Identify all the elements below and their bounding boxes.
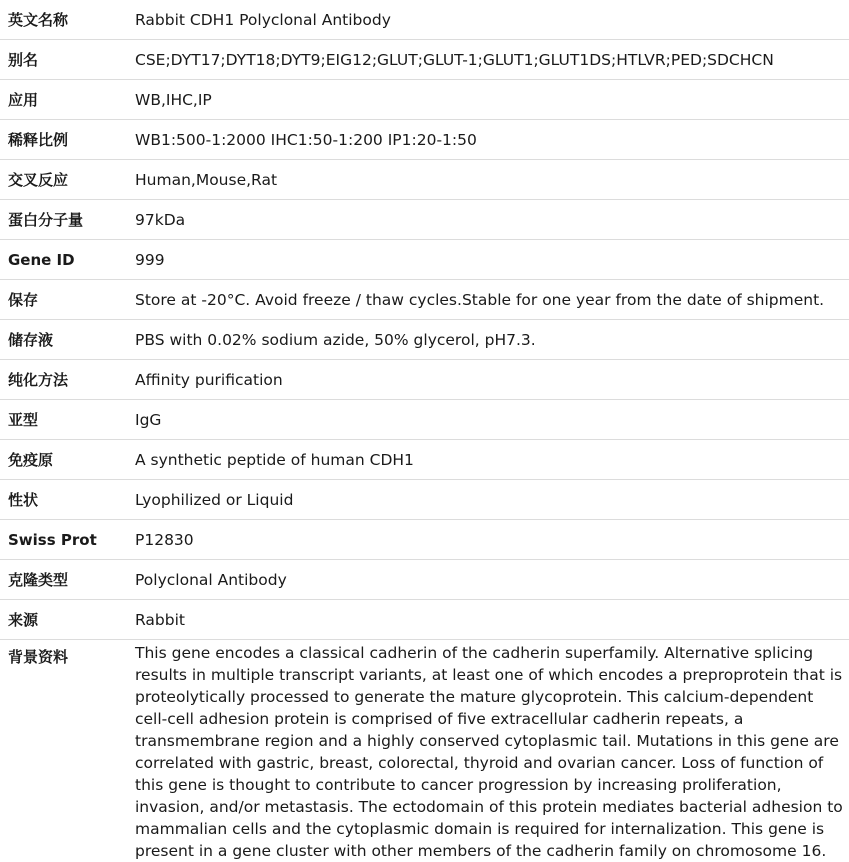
row-value: Rabbit CDH1 Polyclonal Antibody	[127, 0, 849, 40]
row-value: WB,IHC,IP	[127, 80, 849, 120]
row-label: 交叉反应	[0, 160, 127, 200]
row-swiss-prot	[0, 520, 849, 560]
row-label: Gene ID	[0, 240, 127, 280]
row-label: 英文名称	[0, 0, 127, 40]
row-storage-buffer	[0, 320, 849, 360]
row-value: 999	[127, 240, 849, 280]
row-label: 克隆类型	[0, 560, 127, 600]
row-value: Human,Mouse,Rat	[127, 160, 849, 200]
row-label: 蛋白分子量	[0, 200, 127, 240]
row-clonality	[0, 560, 849, 600]
row-value: CSE;DYT17;DYT18;DYT9;EIG12;GLUT;GLUT-1;GLUT1;GLUT1DS;HTLVR;PED;SDCHCN	[127, 40, 849, 80]
row-alias	[0, 40, 849, 80]
row-label: 稀释比例	[0, 120, 127, 160]
row-label: 来源	[0, 600, 127, 640]
row-application	[0, 80, 849, 120]
row-value: PBS with 0.02% sodium azide, 50% glycerol, pH7.3.	[127, 320, 849, 360]
row-value: 97kDa	[127, 200, 849, 240]
row-dilution	[0, 120, 849, 160]
row-label: 亚型	[0, 400, 127, 440]
row-value: Affinity purification	[127, 360, 849, 400]
row-label: 储存液	[0, 320, 127, 360]
row-label: 别名	[0, 40, 127, 80]
row-label: 背景资料	[0, 640, 127, 862]
row-value: WB1:500-1:2000 IHC1:50-1:200 IP1:20-1:50	[127, 120, 849, 160]
row-molecular-weight	[0, 200, 849, 240]
row-immunogen	[0, 440, 849, 480]
row-value: A synthetic peptide of human CDH1	[127, 440, 849, 480]
row-form	[0, 480, 849, 520]
row-storage	[0, 280, 849, 320]
row-label: Swiss Prot	[0, 520, 127, 560]
row-english-name	[0, 0, 849, 40]
row-value: Polyclonal Antibody	[127, 560, 849, 600]
row-value: P12830	[127, 520, 849, 560]
row-purification	[0, 360, 849, 400]
row-gene-id	[0, 240, 849, 280]
row-label: 保存	[0, 280, 127, 320]
row-value: Store at -20°C. Avoid freeze / thaw cycles.Stable for one year from the date of shipment.	[127, 280, 849, 320]
row-value: Rabbit	[127, 600, 849, 640]
row-label: 应用	[0, 80, 127, 120]
row-value: Lyophilized or Liquid	[127, 480, 849, 520]
row-isotype	[0, 400, 849, 440]
row-label: 纯化方法	[0, 360, 127, 400]
row-host	[0, 600, 849, 640]
row-label: 性状	[0, 480, 127, 520]
row-label: 免疫原	[0, 440, 127, 480]
background-text: This gene encodes a classical cadherin of the cadherin superfamily. Alternative splicing results in multiple transcript variants, at least one of which encodes a preproprotein that is proteolytically processed to generate the mature glycoprotein. This calcium-dependent cell-cell adhesion protein is comprised of five extracellular cadherin repeats, a transmembrane region and a highly conserved cytoplasmic tail. Mutations in this gene are correlated with gastric, breast, colorectal, thyroid and ovarian cancer. Loss of function of this gene is thought to contribute to cancer progression by increasing proliferation, invasion, and/or metastasis. The ectodomain of this protein mediates bacterial adhesion to mammalian cells and the cytoplasmic domain is required for internalization. This gene is present in a gene cluster with other members of the cadherin family on chromosome 16.	[127, 640, 849, 862]
row-value: IgG	[127, 400, 849, 440]
row-background	[0, 640, 849, 862]
row-reactivity	[0, 160, 849, 200]
